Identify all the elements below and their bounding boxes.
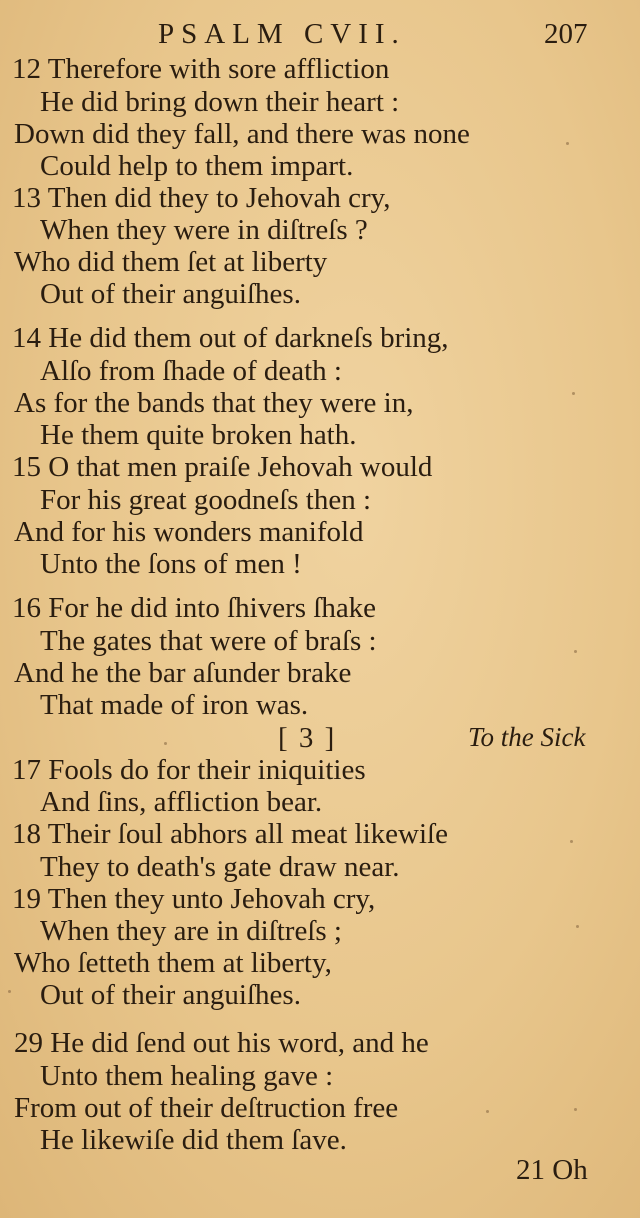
verse-line: He them quite broken hath. (40, 419, 357, 451)
verse-line: And ſins, affliction bear. (40, 786, 323, 818)
verse-line: 12 Therefore with sore affliction (12, 53, 390, 85)
verse-line: When they were in diſtreſs ? (40, 214, 368, 246)
page-header (0, 14, 640, 54)
verse-line: 15 O that men praiſe Jehovah would (12, 451, 433, 483)
verse-line: Unto the ſons of men ! (40, 548, 302, 580)
catchword: 21 Oh (516, 1154, 588, 1186)
paper-speck (570, 840, 573, 843)
paper-speck (574, 650, 577, 653)
paper-speck (8, 990, 11, 993)
verse-line: When they are in diſtreſs ; (40, 915, 342, 947)
verse-line: Out of their anguiſhes. (40, 979, 301, 1011)
verse-line: Who did them ſet at liberty (14, 246, 328, 278)
verse-line: Who ſetteth them at liberty, (14, 947, 332, 979)
verse-line: 13 Then did they to Jehovah cry, (12, 182, 391, 214)
verse-line: Could help to them impart. (40, 150, 354, 182)
verse-line: And he the bar aſunder brake (14, 657, 352, 689)
verse-line: For his great goodneſs then : (40, 484, 372, 516)
verse-line: Down did they fall, and there was none (14, 118, 470, 150)
verse-line: Unto them healing gave : (40, 1060, 334, 1092)
verse-line: The gates that were of braſs : (40, 625, 377, 657)
paper-speck (574, 1108, 577, 1111)
paper-speck (566, 142, 569, 145)
running-title: PSALM CVII. (158, 18, 406, 50)
paper-speck (576, 925, 579, 928)
verse-line: 17 Fools do for their iniquities (12, 754, 366, 786)
verse-line: 16 For he did into ſhivers ſhake (12, 592, 377, 624)
verse-line: He likewiſe did them ſave. (40, 1124, 347, 1156)
paper-speck (164, 742, 167, 745)
verse-line: 14 He did them out of darkneſs bring, (12, 322, 449, 354)
verse-line: 19 Then they unto Jehovah cry, (12, 883, 376, 915)
paper-speck (572, 392, 575, 395)
verse-line: They to death's gate draw near. (40, 851, 400, 883)
margin-note: To the Sick (468, 722, 586, 752)
verse-line: Out of their anguiſhes. (40, 278, 301, 310)
verse-line: Alſo from ſhade of death : (40, 355, 342, 387)
verse-line: From out of their deſtruction free (14, 1092, 399, 1124)
paper-speck (486, 1110, 489, 1113)
verse-line: He did bring down their heart : (40, 86, 400, 118)
verse-line: 18 Their ſoul abhors all meat likewiſe (12, 818, 448, 850)
verse-line: And for his wonders manifold (14, 516, 364, 548)
page-number: 207 (544, 18, 588, 50)
verse-line: 29 He did ſend out his word, and he (14, 1027, 429, 1059)
section-marker: [ 3 ] (278, 722, 335, 754)
verse-line: That made of iron was. (40, 689, 309, 721)
verse-line: As for the bands that they were in, (14, 387, 414, 419)
